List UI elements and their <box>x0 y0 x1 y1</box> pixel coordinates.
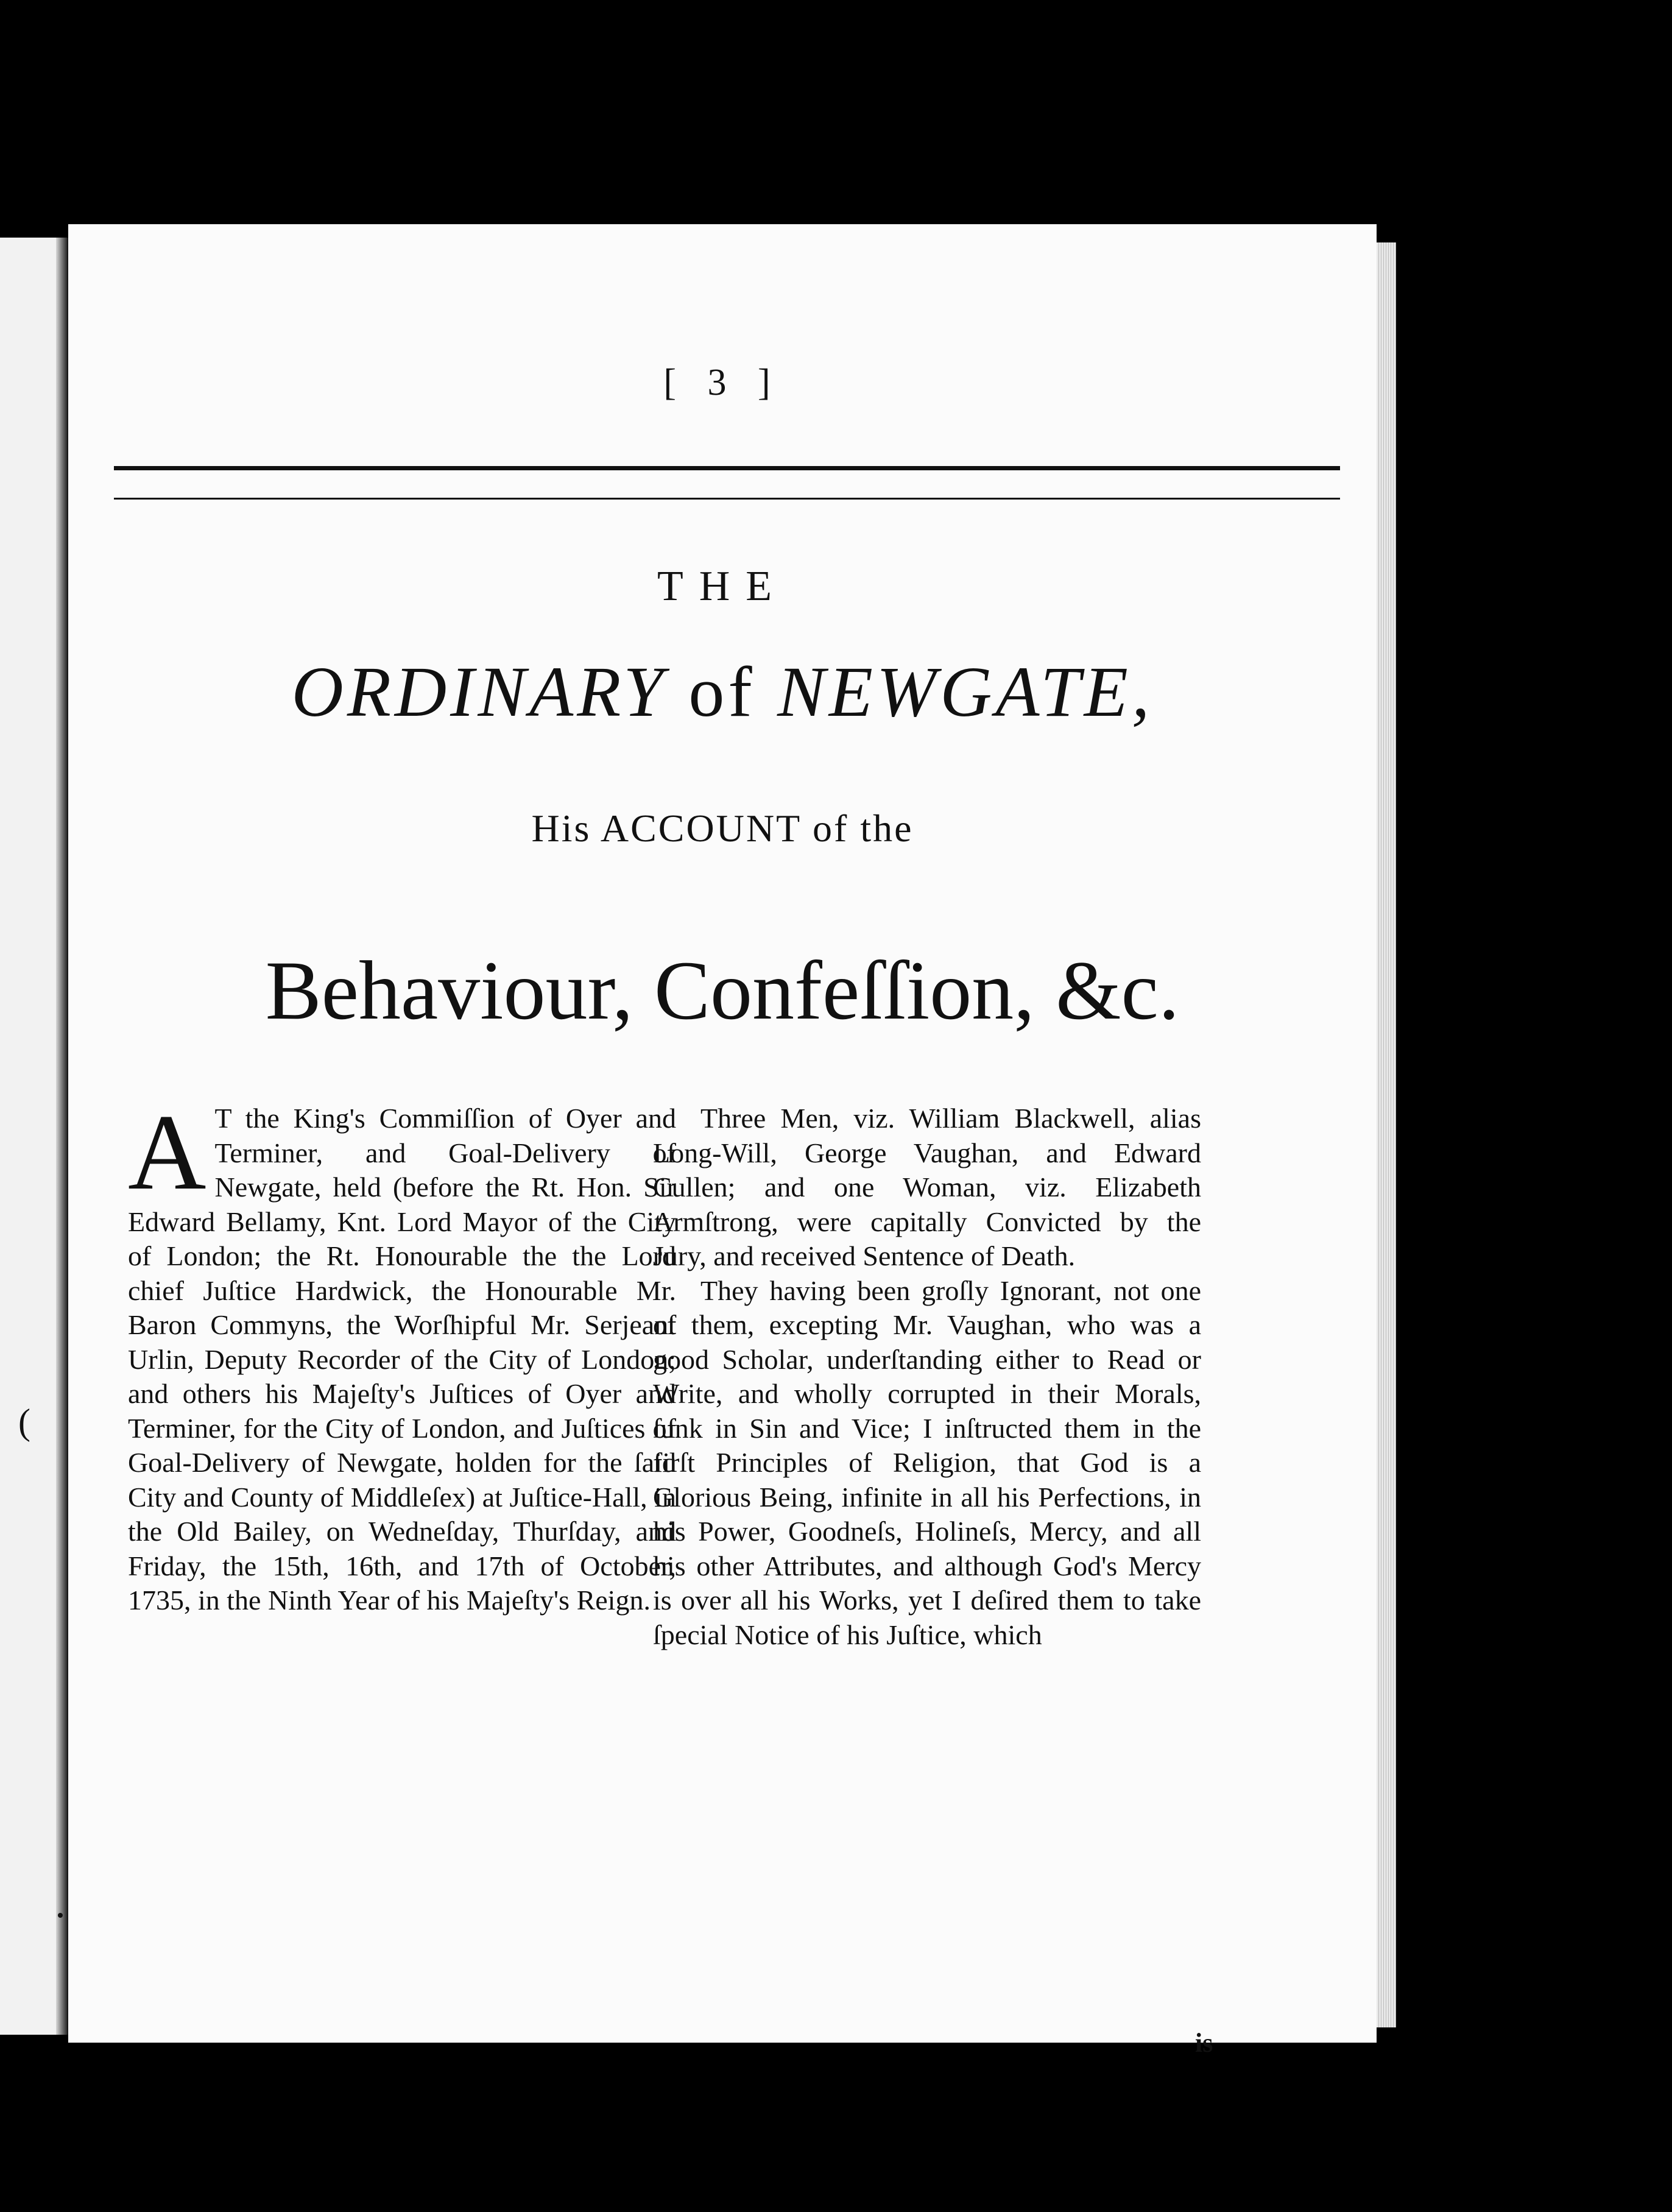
title-account: His ACCOUNT of the <box>531 807 914 850</box>
title-newgate-word: NEWGATE, <box>777 652 1154 732</box>
title-behaviour: Behaviour, Confeſſion, &c. <box>265 944 1180 1037</box>
book-page <box>68 224 1377 2058</box>
drop-cap: A <box>128 1092 206 1212</box>
right-paragraph-2: They having been groſly Ignorant, not one of them, excepting Mr. Vaughan, who was a good Scholar, underſtanding either to Read or Write, and wholly corrupted in their Morals, ſunk in Sin and Vice; I inſtructed them in the firſt Principles of Religion, that God is a Glorious Being, infinite in all his Perfections, in his Power, Goodneſs, Holineſs, Mercy, and all his other Attributes, and although God's Mercy is over all his Works, yet I deſired them to take ſpecial Notice of his Juſtice, which <box>653 1274 1201 1650</box>
catchword: is <box>1195 2028 1213 2058</box>
page-number: [ 3 ] <box>663 362 781 403</box>
page-edge-right <box>1377 242 1396 2027</box>
left-paragraph: T the King's Commiſſion of Oyer and Terminer, and Goal-Delivery of Newgate, held (before the Rt. Hon. Sir Edward Bellamy, Knt. Lord Mayor of the City of London; the Rt. Honourable the the Lord chief Juſtice Hardwick, the Honourable Mr. Baron Commyns, the Worſhipful Mr. Serjeant Urlin, Deputy Recorder of the City of London; and others his Majeſty's Juſtices of Oyer and Terminer, for the City of London, and Juſtices of Goal-Delivery of Newgate, holden for the ſaid City and County of Middleſex) at Juſtice-Hall, in the Old Bailey, on Wedneſday, Thurſday, and Friday, the 15th, 16th, and 17th of October, 1735, in the Ninth Year of his Majeſty's Reign. <box>128 1103 676 1616</box>
left-page-edge <box>0 238 71 2035</box>
title-ordinary-word: ORDINARY <box>291 652 667 732</box>
right-paragraph-1: Three Men, viz. William Blackwell, alias Long-Will, George Vaughan, and Edward Cullen; and one Woman, viz. Elizabeth Armſtrong, were capitally Convicted by the Jury, and received Sentence of Death. <box>653 1103 1201 1271</box>
title-the: THE <box>657 563 788 610</box>
header-rule-thin <box>114 498 1340 500</box>
right-column <box>653 1101 1201 1652</box>
left-column <box>128 1092 676 1618</box>
title-of-word: of <box>688 652 756 732</box>
ink-dot <box>58 1913 63 1918</box>
spine-shadow <box>56 238 67 2035</box>
header-rule-thick <box>114 466 1340 470</box>
title-ordinary <box>68 651 1377 733</box>
margin-mark: ( <box>18 1402 30 1442</box>
